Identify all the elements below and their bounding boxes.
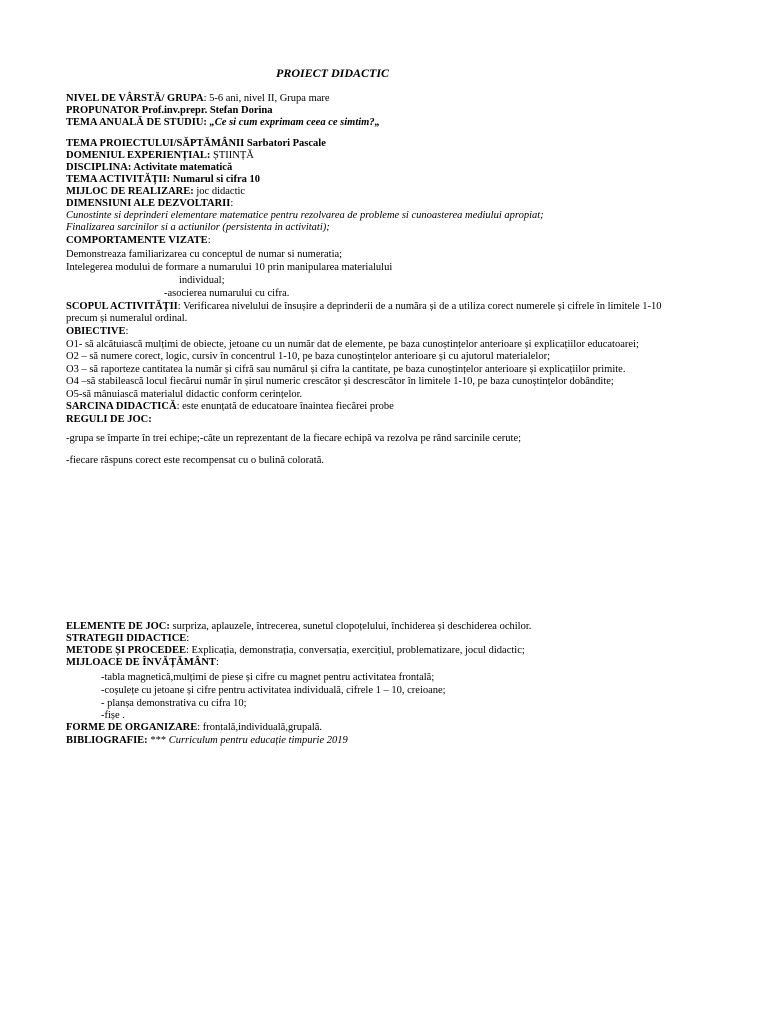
propunator-line xyxy=(66,105,273,117)
mijloc-label: MIJLOC DE REALIZARE: xyxy=(66,186,194,197)
tema-anuala-label: TEMA ANUALĂ DE STUDIU: xyxy=(66,117,207,128)
strategii-line xyxy=(66,633,189,645)
tema-anuala-value: „Ce si cum exprimam ceea ce simtim?„ xyxy=(206,117,380,128)
metode-line xyxy=(66,645,525,657)
reguli-label: REGULI DE JOC: xyxy=(66,414,152,425)
strategii-label: STRATEGII DIDACTICE xyxy=(66,633,187,644)
mijloace-item: -coșulețe cu jetoane și cifre pentru activitatea individuală, cifrele 1 – 10, creioane; xyxy=(101,685,446,696)
scop-continuation: precum și numeralul ordinal. xyxy=(66,313,188,324)
nivel-line xyxy=(66,93,330,105)
comportamente-label: COMPORTAMENTE VIZATE xyxy=(66,235,208,246)
tema-proiect-line xyxy=(66,138,326,150)
tema-anuala-line xyxy=(66,117,380,129)
metode-value: : Explicația, demonstrația, conversația, exercițiul, problematizare, jocul didactic; xyxy=(186,645,525,656)
disciplina-label: DISCIPLINA: xyxy=(66,162,132,173)
propunator-label: PROPUNATOR xyxy=(66,105,140,116)
bibliografie-value: Curriculum pentru educație timpurie 2019 xyxy=(168,735,348,746)
objective-item: O1- să alcătuiască mulțimi de obiecte, jetoane cu un număr dat de elemente, pe baza cunoștințelor anterioare și explicațiilor educatoarei; xyxy=(66,339,639,350)
comportamente-line xyxy=(66,235,211,247)
tema-proiect-value: Sarbatori Pascale xyxy=(244,138,326,149)
mijloc-line xyxy=(66,186,245,198)
mijloace-item: -tabla magnetică,mulțimi de piese și cifre cu magnet pentru activitatea frontală; xyxy=(101,672,435,683)
elemente-line xyxy=(66,621,531,633)
elemente-value: surpriza, aplauzele, întrecerea, sunetul clopoțelului, închiderea și deschiderea ochilor. xyxy=(169,621,532,632)
tema-activitatii-label: TEMA ACTIVITĂȚII: xyxy=(66,174,171,185)
bibliografie-stars: *** xyxy=(147,735,169,746)
metode-label: METODE ȘI PROCEDEE xyxy=(66,645,186,656)
tema-proiect-label: TEMA PROIECTULUI/SĂPTĂMÂNII xyxy=(66,138,245,149)
document-title: PROIECT DIDACTIC xyxy=(276,66,390,80)
dimensiuni-item: Finalizarea sarcinilor si a actiunilor (persistenta in activitati); xyxy=(66,222,330,233)
scop-line xyxy=(66,301,662,313)
scop-label: SCOPUL ACTIVITĂȚII xyxy=(66,301,178,312)
tema-activitatii-line xyxy=(66,174,260,186)
domeniu-value: ȘTIINȚĂ xyxy=(210,150,254,161)
sarcina-line xyxy=(66,401,394,413)
disciplina-value: Activitate matematică xyxy=(131,162,233,173)
comportamente-item: Demonstreaza familiarizarea cu conceptul de numar si numeratia; xyxy=(66,249,343,260)
nivel-label: NIVEL DE VÂRSTĂ/ GRUPA xyxy=(66,93,204,104)
dimensiuni-line xyxy=(66,198,233,210)
objective-item: O3 – să raporteze cantitatea la număr și cifră sau numărul și cifra la cantitate, pe baza cunoștințelor anterioare și explicațiilor primite. xyxy=(66,364,626,375)
propunator-value: Prof.inv.prepr. Stefan Dorina xyxy=(139,105,273,116)
elemente-label: ELEMENTE DE JOC: xyxy=(66,621,170,632)
tema-activitatii-value: Numarul si cifra 10 xyxy=(170,174,260,185)
forme-line xyxy=(66,722,322,734)
dimensiuni-colon: : xyxy=(230,198,234,209)
comportamente-item: -asocierea numarului cu cifra. xyxy=(164,288,290,299)
comportamente-item: Intelegerea modului de formare a numarului 10 prin manipularea materialului xyxy=(66,262,393,273)
reguli-item: -grupa se împarte în trei echipe;-câte un reprezentant de la fiecare echipă va rezolva pe rând sarcinile cerute; xyxy=(66,433,522,444)
mijloace-item: - planșa demonstrativa cu cifra 10; xyxy=(101,698,247,709)
mijloace-label: MIJLOACE DE ÎNVĂȚĂMÂNT xyxy=(66,657,216,668)
disciplina-line xyxy=(66,162,232,174)
mijloace-colon: : xyxy=(215,657,219,668)
mijloace-item: -fișe . xyxy=(101,710,125,721)
nivel-value: : 5-6 ani, nivel II, Grupa mare xyxy=(203,93,330,104)
bibliografie-line xyxy=(66,735,348,747)
bibliografie-label: BIBLIOGRAFIE: xyxy=(66,735,148,746)
obiective-colon: : xyxy=(125,326,129,337)
forme-value: : frontală,individuală,grupală. xyxy=(197,722,323,733)
obiective-line xyxy=(66,326,128,338)
comportamente-item: individual; xyxy=(179,275,225,286)
mijloace-line xyxy=(66,657,219,669)
objective-item: O5-să mânuiască materialul didactic conform cerințelor. xyxy=(66,389,303,400)
objective-item: O4 –să stabilească locul fiecărui număr în șirul numeric crescător și descrescător în limitele 1-10, pe baza cunoștințelor dobândite; xyxy=(66,376,614,387)
strategii-colon: : xyxy=(186,633,190,644)
sarcina-value: : este enunțată de educatoare înaintea fiecărei probe xyxy=(176,401,394,412)
sarcina-label: SARCINA DIDACTICĂ xyxy=(66,401,177,412)
obiective-label: OBIECTIVE xyxy=(66,326,126,337)
dimensiuni-label: DIMENSIUNI ALE DEZVOLTARII xyxy=(66,198,231,209)
scop-text: : Verificarea nivelului de însușire a deprinderii de a număra și de a utiliza corect numerele și cifrele în limitele 1-10 xyxy=(177,301,662,312)
dimensiuni-item: Cunostinte si deprinderi elementare matematice pentru rezolvarea de probleme si cunoasterea mediului apropiat; xyxy=(66,210,544,221)
objective-item: O2 – să numere corect, logic, cursiv în concentrul 1-10, pe baza cunoștințelor anterioare și cu ajutorul materialelor; xyxy=(66,351,550,362)
reguli-item: -fiecare răspuns corect este recompensat cu o bulină colorată. xyxy=(66,455,324,466)
domeniu-line xyxy=(66,150,254,162)
mijloc-value: joc didactic xyxy=(193,186,246,197)
domeniu-label: DOMENIUL EXPERIENȚIAL: xyxy=(66,150,211,161)
forme-label: FORME DE ORGANIZARE xyxy=(66,722,198,733)
comportamente-colon: : xyxy=(207,235,211,246)
